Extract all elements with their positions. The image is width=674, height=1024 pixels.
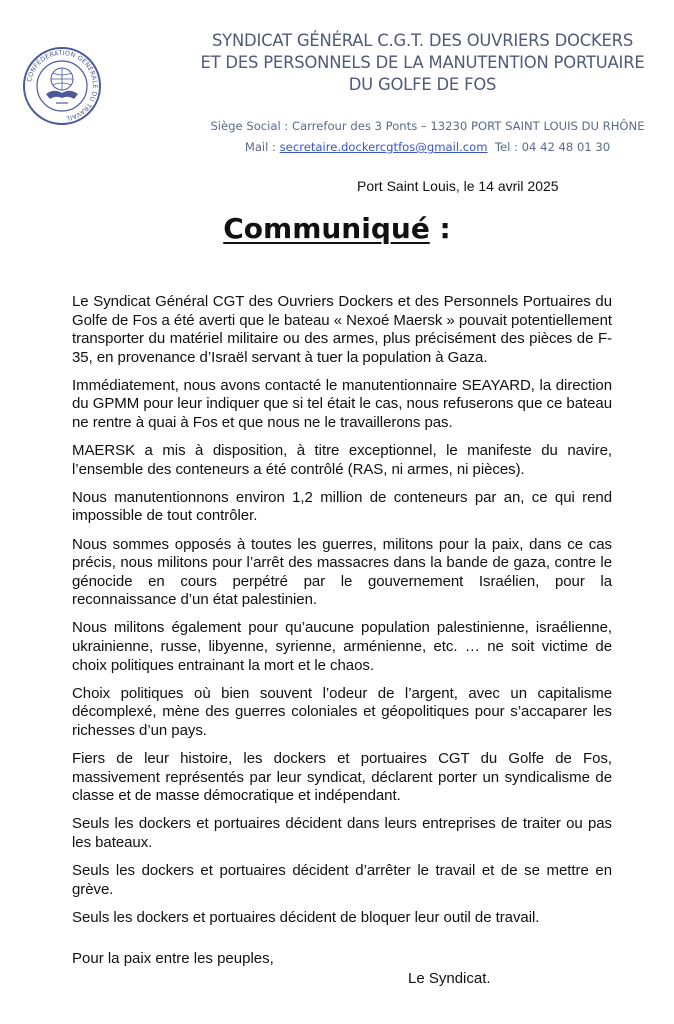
communique-body <box>72 293 612 937</box>
union-name-line-2: ET DES PERSONNELS DE LA MANUTENTION PORTUAIRE <box>200 53 645 72</box>
contact-block <box>200 116 655 158</box>
paragraph: Seuls les dockers et portuaires décident dans leurs entreprises de traiter ou pas les bateaux. <box>72 815 612 851</box>
title-colon: : <box>429 212 451 245</box>
title-text: Communiqué <box>223 212 430 245</box>
phone-number: Tel : 04 42 48 01 30 <box>494 140 611 154</box>
cgt-logo <box>22 46 102 126</box>
paragraph: Nous militons également pour qu’aucune population palestinienne, israélienne, ukrainienne, russe, libyenne, syrienne, arménienne, etc. … ne soit victime de choix politiques entrainant la mort et le chaos. <box>72 619 612 674</box>
union-name-heading <box>185 30 660 96</box>
paragraph: MAERSK a mis à disposition, à titre exceptionnel, le manifeste du navire, l’ensemble des conteneurs a été contrôlé (RAS, ni armes, ni pièces). <box>72 442 612 478</box>
paragraph: Seuls les dockers et portuaires décident de bloquer leur outil de travail. <box>72 908 540 926</box>
email-link[interactable]: secretaire.dockercgtfos@gmail.com <box>279 140 488 154</box>
paragraph: Immédiatement, nous avons contacté le manutentionnaire SEAYARD, la direction du GPMM pour leur indiquer que si tel était le cas, nous refuserons que ce bateau ne rentre à quai à Fos et que nous ne le travaillerons pas. <box>72 376 612 432</box>
mail-label: Mail : <box>244 140 280 154</box>
closing-line: Pour la paix entre les peuples, <box>72 950 274 967</box>
paragraph: Choix politiques où bien souvent l’odeur de l’argent, avec un capitalisme décomplexé, mène des guerres coloniales et géopolitiques pour s’accaparer les richesses d’un pays. <box>72 684 612 739</box>
paragraph: Le Syndicat Général CGT des Ouvriers Dockers et des Personnels Portuaires du Golfe de Fos a été averti que le bateau « Nexoé Maersk » pouvait potentiellement transporter du matériel militaire ou des armes, plus précisément des pièces de F-35, en provenance d’Israël servant à tuer la population à Gaza. <box>72 293 612 366</box>
head-office-address: Siège Social : Carrefour des 3 Ponts – 13230 PORT SAINT LOUIS DU RHÔNE <box>210 119 645 133</box>
paragraph: Seuls les dockers et portuaires décident d’arrêter le travail et de se mettre en grève. <box>72 861 612 898</box>
union-name-line-3: DU GOLFE DE FOS <box>348 75 497 94</box>
document-title <box>0 212 674 245</box>
paragraph: Nous sommes opposés à toutes les guerres, militons pour la paix, dans ce cas précis, nous militons pour l’arrêt des massacres dans la bande de gaza, contre le génocide en cours perpétré par le gouvernement Israélien, pour la reconnaissance d’un état palestinien. <box>72 535 612 609</box>
contact-line <box>200 137 655 158</box>
signature: Le Syndicat. <box>408 970 491 987</box>
paragraph: Fiers de leur histoire, les dockers et portuaires CGT du Golfe de Fos, massivement représentés par leur syndicat, déclarent porter un syndicalisme de classe et de masse démocratique et indépendant. <box>72 749 612 805</box>
svg-text:CONFÉDÉRATION GÉNÉRALE DU TRAV: CONFÉDÉRATION GÉNÉRALE DU TRAVAIL <box>26 49 99 122</box>
union-name-line-1: SYNDICAT GÉNÉRAL C.G.T. DES OUVRIERS DOCKERS <box>211 31 634 50</box>
paragraph: Nous manutentionnons environ 1,2 million de conteneurs par an, ce qui rend impossible de tout contrôler. <box>72 488 612 525</box>
place-and-date: Port Saint Louis, le 14 avril 2025 <box>357 178 559 194</box>
